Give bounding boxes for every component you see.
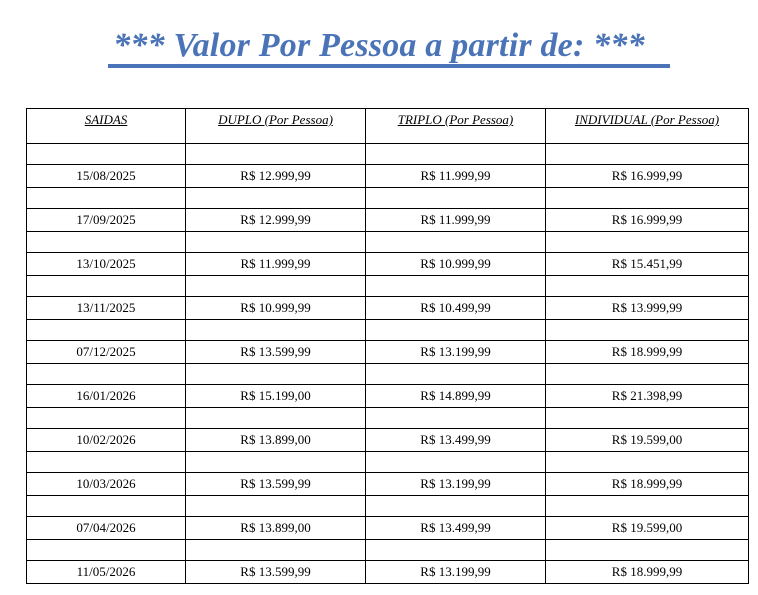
duplo-price-cell: R$ 13.899,00 (186, 429, 366, 452)
empty-cell (366, 452, 546, 473)
duplo-price-cell: R$ 11.999,99 (186, 253, 366, 276)
spacer-row (27, 364, 749, 385)
empty-cell (27, 496, 186, 517)
empty-cell (546, 232, 749, 253)
empty-cell (546, 276, 749, 297)
empty-cell (366, 144, 546, 165)
price-table (26, 108, 749, 584)
triplo-price-cell: R$ 13.199,99 (366, 561, 546, 584)
header-row (27, 109, 749, 144)
spacer-row (27, 408, 749, 429)
triplo-price-cell: R$ 11.999,99 (366, 209, 546, 232)
saida-cell: 13/10/2025 (27, 253, 186, 276)
individual-price-cell: R$ 18.999,99 (546, 473, 749, 496)
empty-cell (186, 232, 366, 253)
duplo-price-cell: R$ 13.599,99 (186, 473, 366, 496)
individual-price-cell: R$ 19.599,00 (546, 429, 749, 452)
empty-cell (186, 452, 366, 473)
empty-cell (546, 144, 749, 165)
empty-cell (27, 452, 186, 473)
duplo-price-cell: R$ 13.599,99 (186, 341, 366, 364)
header-triplo: TRIPLO (Por Pessoa) (366, 109, 546, 144)
spacer-row (27, 144, 749, 165)
saida-cell: 17/09/2025 (27, 209, 186, 232)
empty-cell (366, 276, 546, 297)
empty-cell (366, 540, 546, 561)
empty-cell (186, 144, 366, 165)
table-row (27, 341, 749, 364)
empty-cell (366, 320, 546, 341)
spacer-row (27, 320, 749, 341)
empty-cell (546, 320, 749, 341)
triplo-price-cell: R$ 10.999,99 (366, 253, 546, 276)
empty-cell (27, 408, 186, 429)
empty-cell (27, 232, 186, 253)
duplo-price-cell: R$ 12.999,99 (186, 209, 366, 232)
triplo-price-cell: R$ 14.899,99 (366, 385, 546, 408)
saida-cell: 07/12/2025 (27, 341, 186, 364)
triplo-price-cell: R$ 13.499,99 (366, 429, 546, 452)
price-table-body (27, 144, 749, 584)
empty-cell (186, 408, 366, 429)
empty-cell (366, 188, 546, 209)
table-row (27, 297, 749, 320)
table-row (27, 209, 749, 232)
duplo-price-cell: R$ 15.199,00 (186, 385, 366, 408)
empty-cell (27, 188, 186, 209)
page-title: *** Valor Por Pessoa a partir de: *** (113, 27, 645, 64)
individual-price-cell: R$ 18.999,99 (546, 341, 749, 364)
header-saidas: SAIDAS (27, 109, 186, 144)
empty-cell (27, 144, 186, 165)
empty-cell (546, 364, 749, 385)
duplo-price-cell: R$ 12.999,99 (186, 165, 366, 188)
individual-price-cell: R$ 15.451,99 (546, 253, 749, 276)
empty-cell (546, 452, 749, 473)
empty-cell (27, 540, 186, 561)
empty-cell (186, 540, 366, 561)
empty-cell (27, 320, 186, 341)
spacer-row (27, 540, 749, 561)
empty-cell (366, 496, 546, 517)
empty-cell (186, 320, 366, 341)
saida-cell: 10/02/2026 (27, 429, 186, 452)
saida-cell: 07/04/2026 (27, 517, 186, 540)
empty-cell (366, 232, 546, 253)
empty-cell (366, 364, 546, 385)
empty-cell (27, 364, 186, 385)
table-row (27, 385, 749, 408)
table-row (27, 561, 749, 584)
individual-price-cell: R$ 21.398,99 (546, 385, 749, 408)
empty-cell (27, 276, 186, 297)
triplo-price-cell: R$ 11.999,99 (366, 165, 546, 188)
table-row (27, 429, 749, 452)
empty-cell (186, 496, 366, 517)
empty-cell (546, 496, 749, 517)
triplo-price-cell: R$ 10.499,99 (366, 297, 546, 320)
table-row (27, 253, 749, 276)
spacer-row (27, 232, 749, 253)
table-row (27, 165, 749, 188)
title-underline (108, 64, 670, 68)
individual-price-cell: R$ 19.599,00 (546, 517, 749, 540)
empty-cell (546, 408, 749, 429)
saida-cell: 15/08/2025 (27, 165, 186, 188)
spacer-row (27, 276, 749, 297)
empty-cell (186, 188, 366, 209)
empty-cell (186, 276, 366, 297)
individual-price-cell: R$ 13.999,99 (546, 297, 749, 320)
triplo-price-cell: R$ 13.199,99 (366, 341, 546, 364)
spacer-row (27, 496, 749, 517)
individual-price-cell: R$ 16.999,99 (546, 165, 749, 188)
triplo-price-cell: R$ 13.199,99 (366, 473, 546, 496)
saida-cell: 10/03/2026 (27, 473, 186, 496)
duplo-price-cell: R$ 13.899,00 (186, 517, 366, 540)
saida-cell: 11/05/2026 (27, 561, 186, 584)
header-individual: INDIVIDUAL (Por Pessoa) (546, 109, 749, 144)
spacer-row (27, 188, 749, 209)
individual-price-cell: R$ 18.999,99 (546, 561, 749, 584)
table-row (27, 473, 749, 496)
duplo-price-cell: R$ 10.999,99 (186, 297, 366, 320)
spacer-row (27, 452, 749, 473)
individual-price-cell: R$ 16.999,99 (546, 209, 749, 232)
empty-cell (366, 408, 546, 429)
saida-cell: 13/11/2025 (27, 297, 186, 320)
header-duplo: DUPLO (Por Pessoa) (186, 109, 366, 144)
saida-cell: 16/01/2026 (27, 385, 186, 408)
empty-cell (186, 364, 366, 385)
duplo-price-cell: R$ 13.599,99 (186, 561, 366, 584)
triplo-price-cell: R$ 13.499,99 (366, 517, 546, 540)
empty-cell (546, 188, 749, 209)
table-row (27, 517, 749, 540)
empty-cell (546, 540, 749, 561)
